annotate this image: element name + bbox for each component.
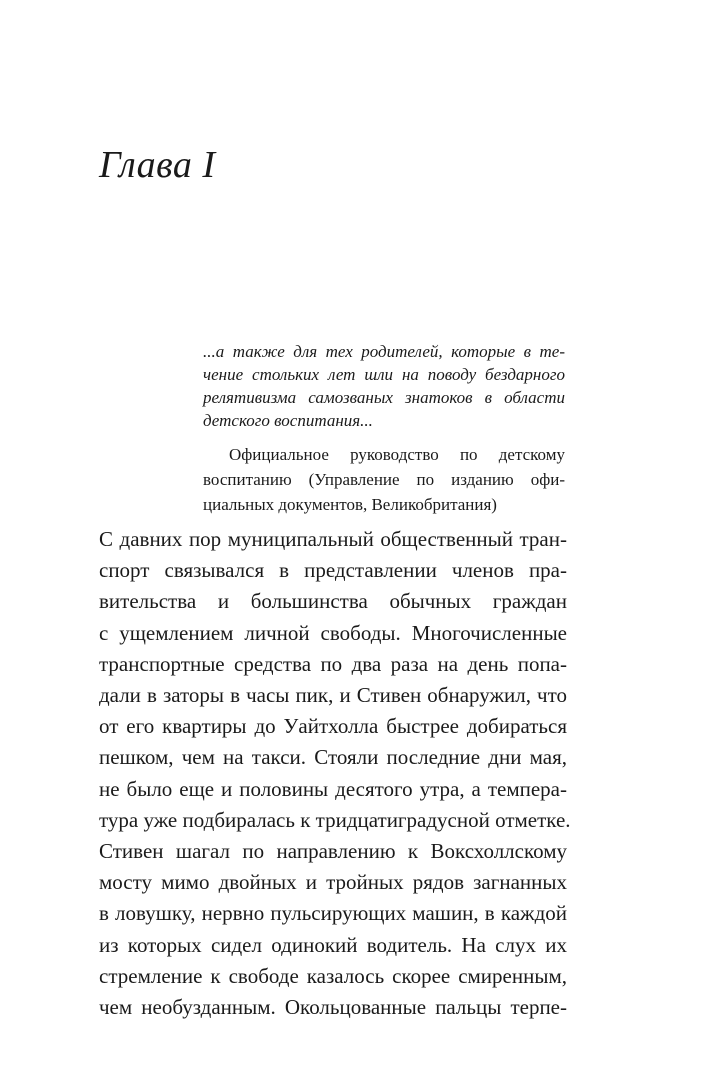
body-line: С давних пор муниципальный общественный тран- [99,527,567,551]
epigraph-source-line: циальных документов, Великобритания) [203,495,497,514]
epigraph-quote [203,340,565,432]
body-line: Стивен шагал по направлению к Воксхоллскому [99,839,567,864]
chapter-title: Глава I [99,144,216,186]
epigraph-quote-line: релятивизма самозваных знатоков в области [203,388,565,407]
epigraph-quote-line: чение стольких лет шли на поводу бездарного [203,365,565,384]
epigraph-quote-line: детского воспитания... [203,411,373,430]
body-line: с ущемлением личной свободы. Многочисленные [99,620,567,645]
epigraph-quote-line: ...а также для тех родителей, которые в те- [203,342,565,361]
epigraph-source-line: Официальное руководство по детскому [229,445,565,464]
epigraph [203,340,565,517]
body-paragraph [99,524,571,1023]
body-line: чем необузданным. Окольцованные пальцы терпе- [99,995,567,1020]
body-line: спорт связывался в представлении членов пра- [99,558,567,583]
body-line: мосту мимо двойных и тройных рядов загнанных [99,870,567,895]
body-line: из которых сидел одинокий водитель. На слух их [99,932,567,957]
body-line: от его квартиры до Уайтхолла быстрее добираться [99,714,567,739]
body-line: не было еще и половины десятого утра, а темпера- [99,776,567,801]
body-line: дали в заторы в часы пик, и Стивен обнаружил, что [99,683,567,708]
body-line: в ловушку, нервно пульсирующих машин, в каждой [99,901,567,926]
body-line: стремление к свободе казалось скорее смиренным, [99,963,567,988]
epigraph-source [203,442,565,517]
body-line: тура уже подбиралась к тридцатиградусной отметке. [99,807,571,832]
body-line: вительства и большинства обычных граждан [99,589,567,614]
epigraph-source-line: воспитанию (Управление по изданию офи- [203,470,565,489]
body-line: пешком, чем на такси. Стояли последние дни мая, [99,745,567,770]
body-line: транспортные средства по два раза на день попа- [99,651,567,676]
